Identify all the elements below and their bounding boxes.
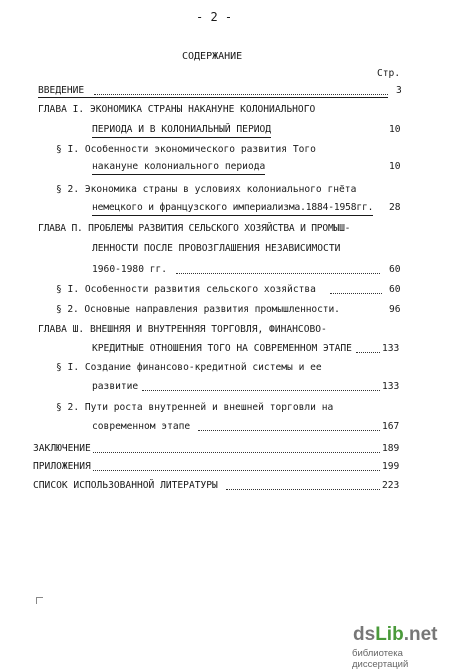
entry-page: 10 <box>389 161 401 172</box>
dot-leader <box>226 489 380 490</box>
entry-page: 96 <box>389 304 401 315</box>
entry-page: 60 <box>389 264 401 275</box>
entry-title: ЛЕННОСТИ ПОСЛЕ ПРОВОЗГЛАШЕНИЯ НЕЗАВИСИМОСТИ <box>92 243 341 254</box>
entry-page: 133 <box>382 343 400 354</box>
toc-entry-3-2-cont[interactable] <box>0 421 450 435</box>
entry-title: ПРИЛОЖЕНИЯ <box>33 461 91 472</box>
entry-title: КРЕДИТНЫЕ ОТНОШЕНИЯ ТОГО НА СОВРЕМЕННОМ ЭТАПЕ <box>92 343 352 354</box>
toc-entry-3-1-cont[interactable] <box>0 381 450 395</box>
entry-title: ЗАКЛЮЧЕНИЕ <box>33 443 91 454</box>
toc-entry-1-2[interactable] <box>0 184 450 198</box>
toc-entry-1-1[interactable] <box>0 144 450 158</box>
dot-leader <box>93 470 380 471</box>
entry-title: § I. Создание финансово-кредитной системы и ее <box>56 362 322 373</box>
entry-title: ГЛАВА I. ЭКОНОМИКА СТРАНЫ НАКАНУНЕ КОЛОНИАЛЬНОГО <box>38 104 316 115</box>
toc-entry-bibliography[interactable] <box>0 480 450 494</box>
entry-page: 199 <box>382 461 400 472</box>
entry-page: 133 <box>382 381 400 392</box>
entry-title: накануне колониального периода <box>92 161 265 175</box>
page-number: - 2 - <box>196 10 233 24</box>
dot-leader <box>94 94 388 95</box>
toc-entry-chapter-2-cont[interactable] <box>0 243 450 257</box>
toc-entry-chapter-2-years[interactable] <box>0 264 450 278</box>
divider <box>38 97 388 98</box>
toc-entry-1-1-cont[interactable] <box>0 161 450 175</box>
watermark-tagline: библиотека диссертаций <box>352 648 409 670</box>
toc-entry-appendices[interactable] <box>0 461 450 475</box>
toc-entry-2-2[interactable] <box>0 304 450 318</box>
entry-title: § 2. Пути роста внутренней и внешней торговли на <box>56 402 334 413</box>
entry-page: 167 <box>382 421 400 432</box>
toc-entry-3-1[interactable] <box>0 362 450 376</box>
entry-title: § I. Особенности экономического развития Того <box>56 144 316 155</box>
entry-title: развитие <box>92 381 139 392</box>
dot-leader <box>356 352 380 353</box>
entry-title: немецкого и французского империализма.1884-1958гг. <box>92 202 373 216</box>
dot-leader <box>198 430 380 431</box>
entry-title: 1960-1980 гг. <box>92 264 168 275</box>
entry-page: 60 <box>389 284 401 295</box>
toc-entry-chapter-2[interactable] <box>0 223 450 237</box>
corner-mark <box>36 597 43 604</box>
entry-title: § 2. Основные направления развития промышленности. <box>56 304 340 315</box>
dot-leader <box>330 293 382 294</box>
entry-page: 3 <box>396 85 402 96</box>
entry-title: ВВЕДЕНИЕ <box>38 85 85 96</box>
entry-title: ГЛАВА П. ПРОБЛЕМЫ РАЗВИТИЯ СЕЛЬСКОГО ХОЗЯЙСТВА И ПРОМЫШ- <box>38 223 351 234</box>
dot-leader <box>176 273 380 274</box>
entry-title: § 2. Экономика страны в условиях колониального гнёта <box>56 184 357 195</box>
entry-page: 223 <box>382 480 400 491</box>
toc-heading: СОДЕРЖАНИЕ <box>182 51 243 62</box>
entry-title: § I. Особенности развития сельского хозяйства <box>56 284 316 295</box>
dot-leader <box>142 390 380 391</box>
dot-leader <box>93 452 380 453</box>
toc-entry-3-2[interactable] <box>0 402 450 416</box>
toc-entry-1-2-cont[interactable] <box>0 202 450 216</box>
entry-title: ГЛАВА Ш. ВНЕШНЯЯ И ВНУТРЕННЯЯ ТОРГОВЛЯ, ФИНАНСОВО- <box>38 324 327 335</box>
entry-title: ПЕРИОДА И В КОЛОНИАЛЬНЫЙ ПЕРИОД <box>92 124 271 138</box>
toc-entry-conclusion[interactable] <box>0 443 450 457</box>
entry-page: 10 <box>389 124 401 135</box>
toc-entry-chapter-1-cont[interactable] <box>0 124 450 138</box>
page-column-label: Стр. <box>377 68 401 79</box>
toc-entry-chapter-3-cont[interactable] <box>0 343 450 357</box>
toc-entry-2-1[interactable] <box>0 284 450 298</box>
entry-title: СПИСОК ИСПОЛЬЗОВАННОЙ ЛИТЕРАТУРЫ <box>33 480 218 491</box>
entry-title: современном этапе <box>92 421 191 432</box>
watermark-logo: dsLib.net <box>353 624 438 645</box>
entry-page: 28 <box>389 202 401 213</box>
entry-page: 189 <box>382 443 400 454</box>
toc-entry-chapter-3[interactable] <box>0 324 450 338</box>
toc-entry-chapter-1[interactable] <box>0 104 450 118</box>
dslib-watermark <box>353 624 450 668</box>
